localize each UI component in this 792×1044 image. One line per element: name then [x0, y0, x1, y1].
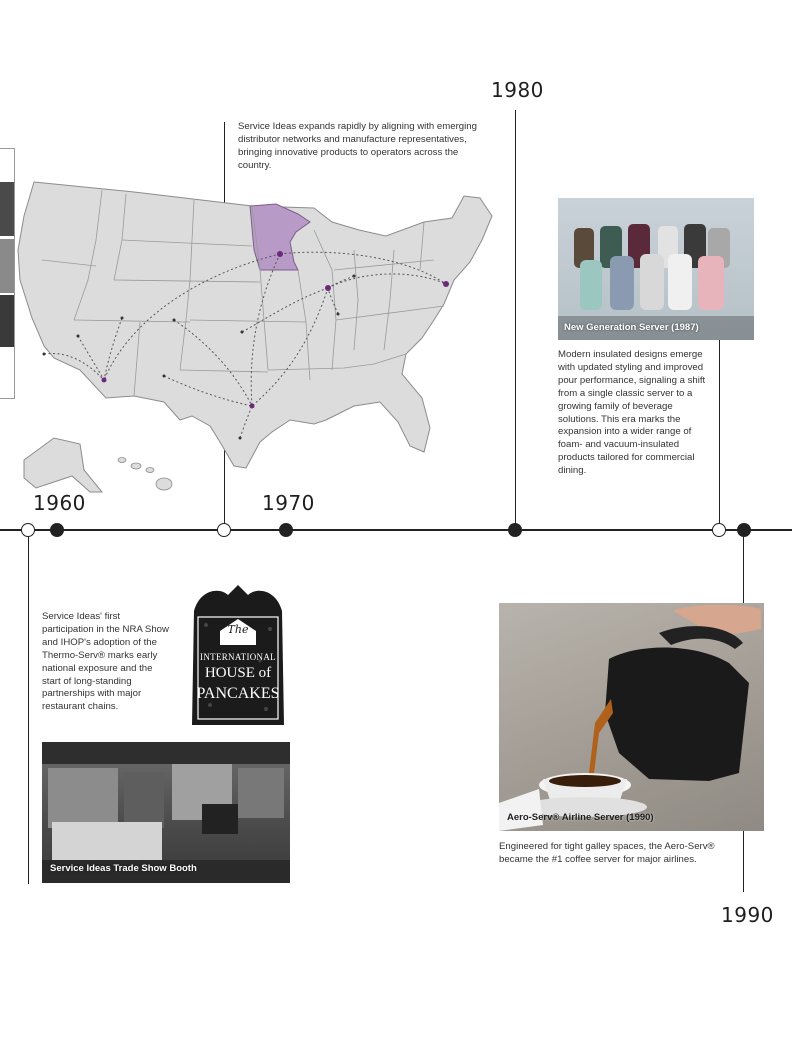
us-map [14, 170, 500, 500]
new-generation-caption: New Generation Server (1987) [564, 322, 699, 333]
nra-show-text: Service Ideas' first participation in the NRA Show and IHOP's adoption of the Thermo-Serv® marks early national exposure and the start of long-standing partnerships with major restaurant chains. [42, 611, 169, 713]
connector-1960 [28, 530, 29, 884]
expansion-text: Service Ideas expands rapidly by aligning with emerging distributor networks and manufacture representatives, bringing innovative products to operators across the country. [238, 121, 477, 171]
timeline-node-open [217, 523, 231, 537]
partial-panel [0, 148, 15, 399]
trade-show-booth-photo [42, 742, 290, 883]
year-1980: 1980 [491, 78, 544, 102]
ihop-logo-line3: PANCAKES [196, 685, 280, 702]
aero-serv-photo [499, 603, 764, 831]
ihop-logo-line1: INTERNATIONAL [200, 652, 276, 662]
aero-serv-caption: Aero-Serv® Airline Server (1990) [507, 812, 654, 823]
timeline-node-open [712, 523, 726, 537]
timeline-node-filled [279, 523, 293, 537]
timeline-node-filled [50, 523, 64, 537]
connector-1980 [515, 110, 516, 530]
aero-serv-text: Engineered for tight galley spaces, the Aero-Serv® became the #1 coffee server for major airlines. [499, 841, 715, 865]
ihop-logo [186, 585, 290, 726]
year-1960: 1960 [33, 491, 86, 515]
trade-show-caption: Service Ideas Trade Show Booth [50, 863, 197, 874]
ihop-logo-the: The [227, 623, 249, 636]
new-generation-server-photo [558, 198, 754, 340]
year-1990: 1990 [721, 903, 774, 927]
year-1970: 1970 [262, 491, 315, 515]
timeline-node-open [21, 523, 35, 537]
connector-1987 [719, 340, 720, 530]
ihop-logo-line2: HOUSE of [204, 665, 272, 681]
timeline-node-filled [508, 523, 522, 537]
modern-insulated-text: Modern insulated designs emerge with updated styling and improved pour performance, signaling a shift from a single classic server to a growing family of beverage solutions. This era marks the expansion into a wider range of foam- and vacuum-insulated products tailored for commercial dining. [558, 349, 706, 477]
timeline-axis [0, 529, 792, 531]
timeline-node-filled [737, 523, 751, 537]
